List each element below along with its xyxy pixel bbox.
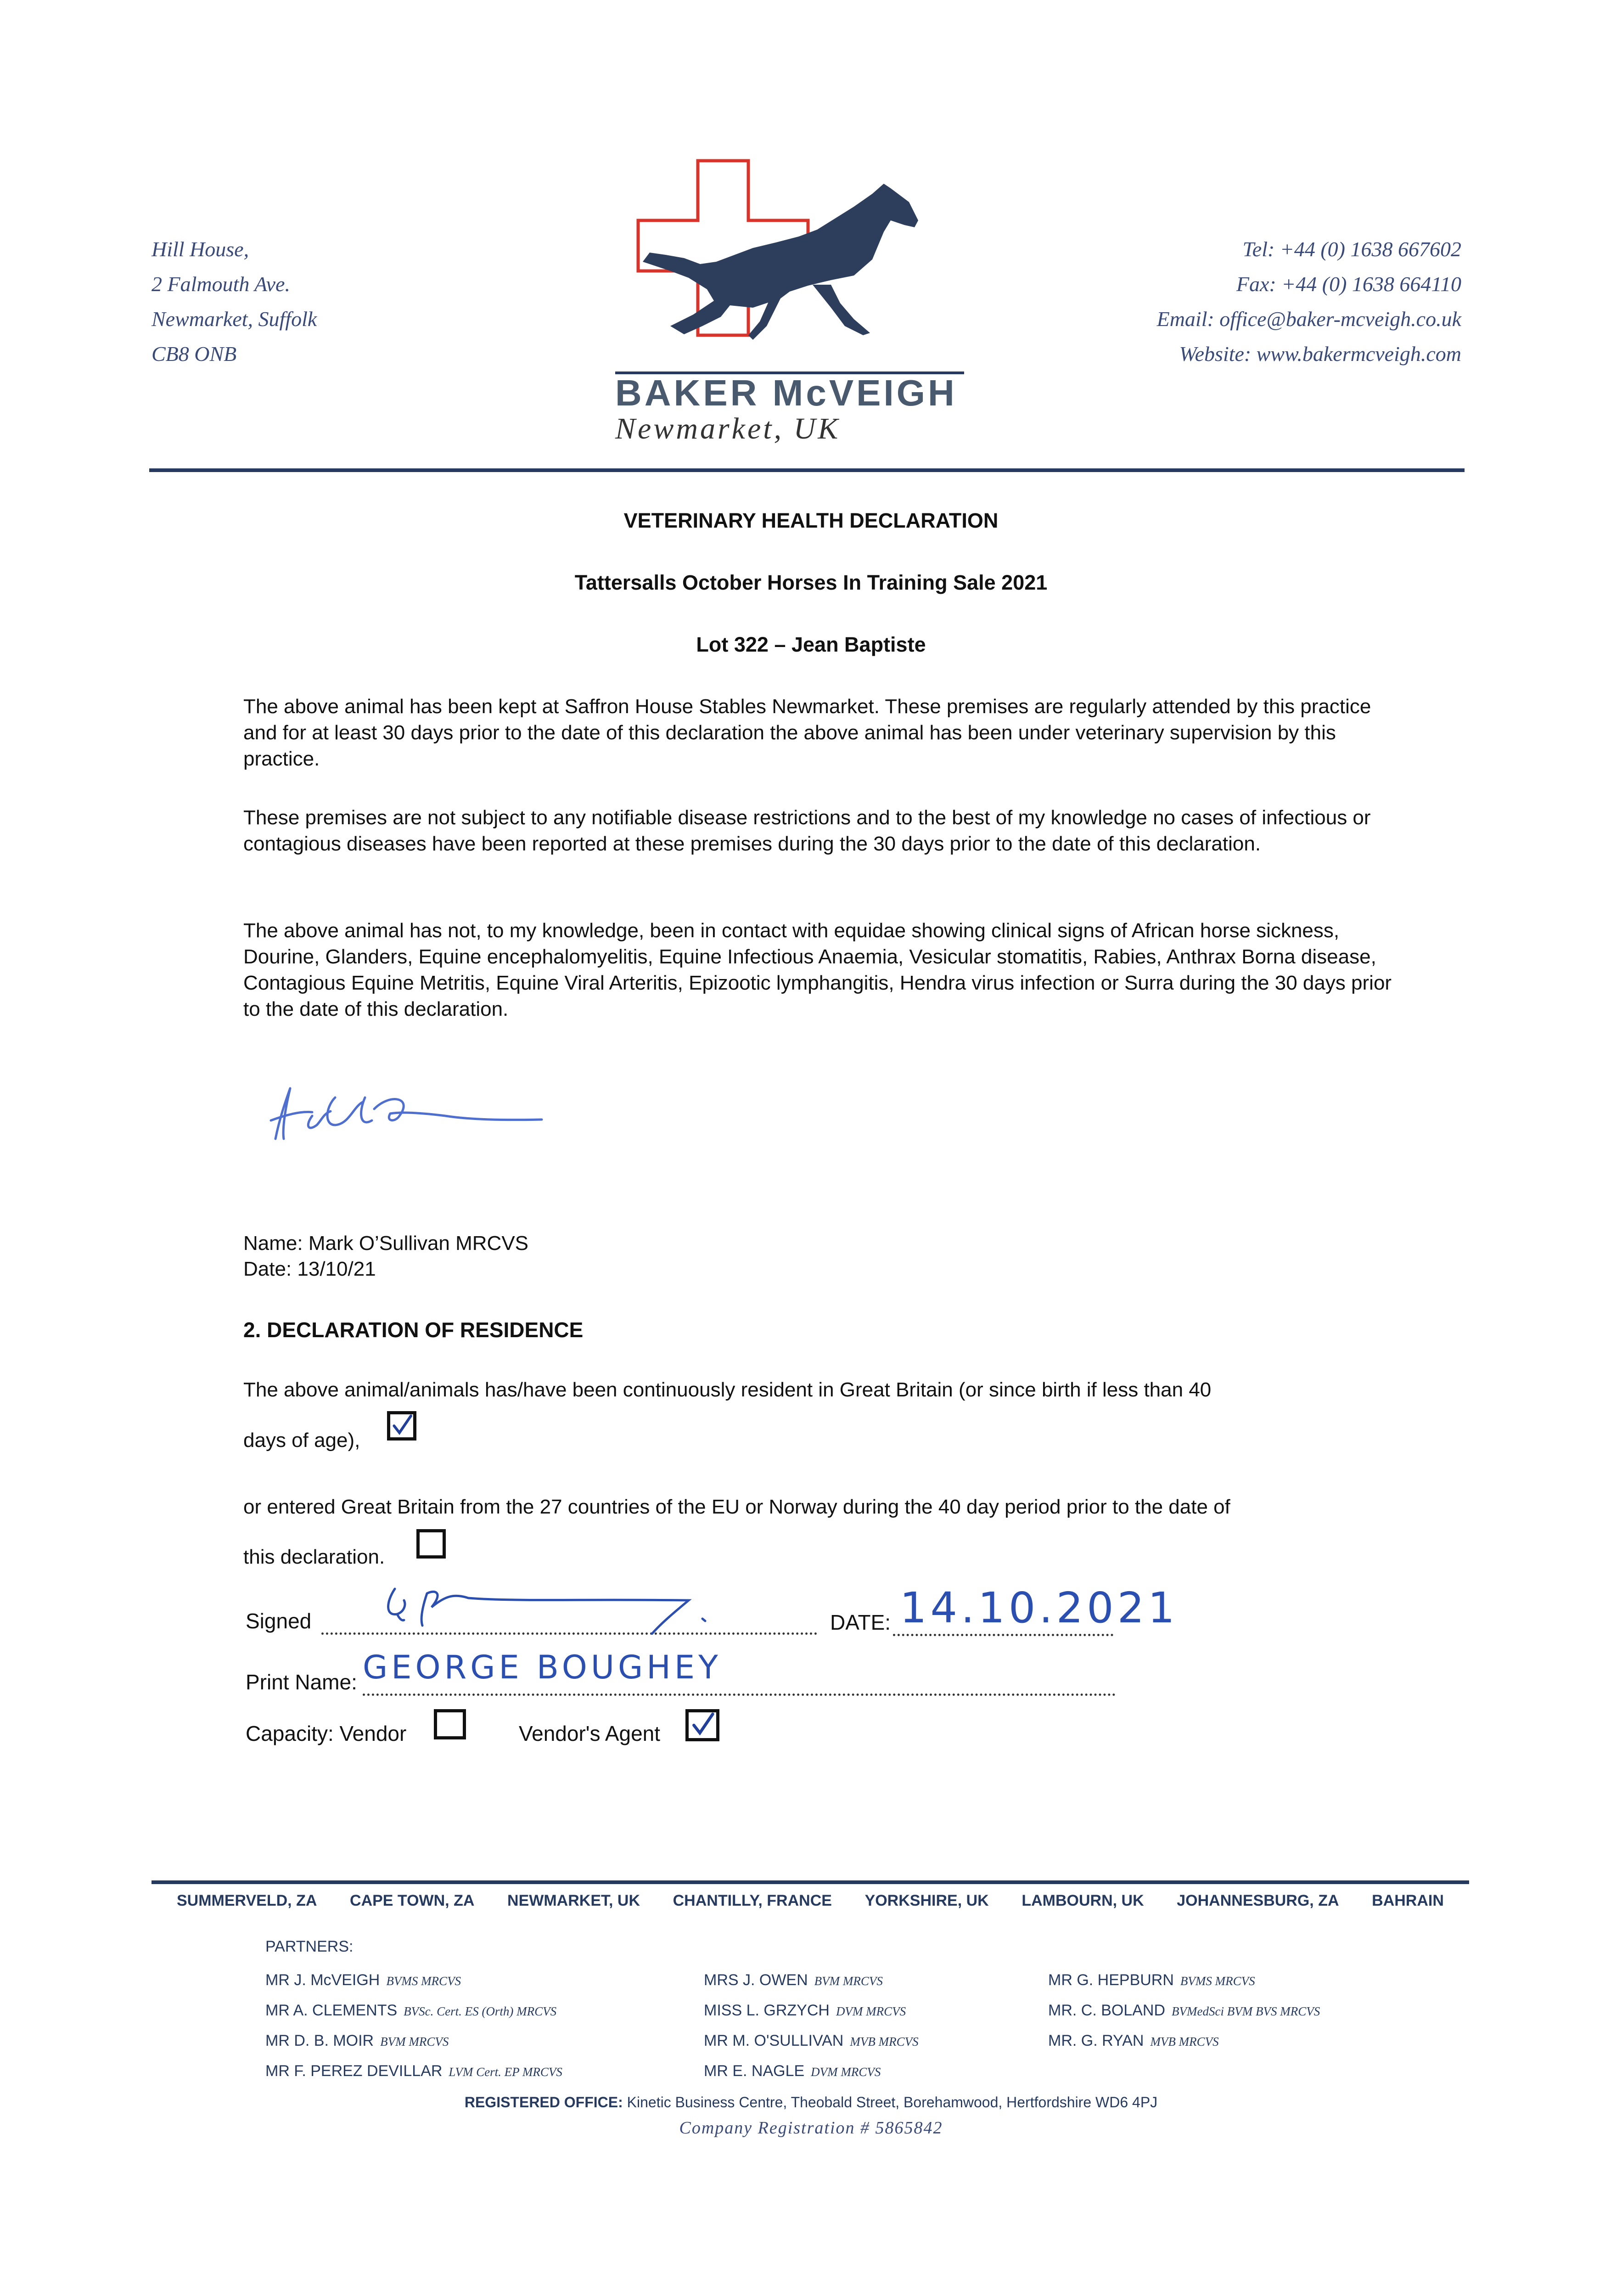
residence-option-2-cont: this declaration. xyxy=(243,1546,385,1568)
registered-office-label: REGISTERED OFFICE: xyxy=(464,2094,623,2110)
partner-entry: MR. G. RYAN MVB MRCVS xyxy=(1048,2032,1219,2049)
print-name-label: Print Name: xyxy=(246,1670,357,1694)
horse-icon xyxy=(643,184,918,340)
partner-entry: MISS L. GRZYCH DVM MRCVS xyxy=(704,2002,906,2019)
date-line[interactable] xyxy=(893,1634,1113,1636)
practice-contact xyxy=(1157,232,1461,371)
partners-column-2 xyxy=(704,1965,919,2087)
vendor-checkbox[interactable] xyxy=(434,1709,466,1739)
partner-entry: MR E. NAGLE DVM MRCVS xyxy=(704,2062,881,2080)
brand-name: BAKER McVEIGH xyxy=(615,372,957,413)
date-label: DATE: xyxy=(830,1610,891,1634)
declaration-paragraph: The above animal has been kept at Saffron House Stables Newmarket. These premises are regularly attended by this practice and for at least 30 days prior to the date of this declaration the above animal has been under veterinary supervision by this practice. xyxy=(243,695,1371,770)
print-name-value: GEORGE BOUGHEY xyxy=(363,1649,722,1686)
office-location: YORKSHIRE, UK xyxy=(864,1892,989,1909)
address-line: Newmarket, Suffolk xyxy=(152,307,317,331)
signed-label: Signed xyxy=(246,1609,312,1633)
vendors-agent-checkbox[interactable] xyxy=(685,1709,719,1741)
office-location: JOHANNESBURG, ZA xyxy=(1177,1892,1339,1909)
partner-entry: MR A. CLEMENTS BVSc. Cert. ES (Orth) MRCVS xyxy=(265,2002,557,2019)
vet-signature xyxy=(262,1070,556,1157)
residence-option-1-cont: days of age), xyxy=(243,1429,360,1452)
sale-title: Tattersalls October Horses In Training Sale 2021 xyxy=(574,571,1048,594)
registered-office-address: Kinetic Business Centre, Theobald Street, Borehamwood, Hertfordshire WD6 4PJ xyxy=(627,2094,1158,2110)
email-line: Email: office@baker-mcveigh.co.uk xyxy=(1156,307,1461,331)
vet-name: Name: Mark O’Sullivan MRCVS xyxy=(243,1232,529,1255)
office-location: BAHRAIN xyxy=(1372,1892,1444,1909)
address-line: Hill House, xyxy=(152,237,249,261)
partner-entry: MR J. McVEIGH BVMS MRCVS xyxy=(265,1971,461,1989)
check-mark-icon xyxy=(689,1712,716,1738)
company-registration: Company Registration # 5865842 xyxy=(679,2118,943,2138)
brand-block xyxy=(615,372,964,446)
partners-column-3 xyxy=(1048,1965,1320,2056)
partner-entry: MR G. HEPBURN BVMS MRCVS xyxy=(1048,1971,1255,1989)
phone-line: Tel: +44 (0) 1638 667602 xyxy=(1242,237,1461,261)
footer-divider xyxy=(152,1880,1469,1884)
declaration-paragraph: The above animal has not, to my knowledge, been in contact with equidae showing clinical signs of African horse sickness, Dourine, Glanders, Equine encephalomyelitis, Equine Infectious Anaemia, Vesicular stomatitis, Rabies, Anthrax Borna disease, Contagious Equine Metritis, Equine Viral Arteritis, Epizootic lymphangitis, Hendra virus infection or Surra during the 30 days prior to the date of this declaration. xyxy=(243,919,1392,1020)
date-value: 14.10.2021 xyxy=(900,1583,1179,1632)
lot-title: Lot 322 – Jean Baptiste xyxy=(696,633,926,656)
office-location: CHANTILLY, FRANCE xyxy=(673,1892,832,1909)
agent-label: Vendor's Agent xyxy=(519,1722,661,1745)
print-name-line[interactable] xyxy=(363,1694,1116,1696)
partner-entry: MR M. O'SULLIVAN MVB MRCVS xyxy=(704,2032,919,2049)
registered-office xyxy=(0,2094,1622,2111)
office-location: SUMMERVELD, ZA xyxy=(177,1892,317,1909)
residence-option-2: or entered Great Britain from the 27 countries of the EU or Norway during the 40 day period prior to the date of xyxy=(243,1496,1230,1518)
address-line: 2 Falmouth Ave. xyxy=(152,272,290,296)
website-line: Website: www.bakermcveigh.com xyxy=(1179,342,1461,366)
partner-entry: MR. C. BOLAND BVMedSci BVM BVS MRCVS xyxy=(1048,2002,1320,2019)
office-location: NEWMARKET, UK xyxy=(507,1892,640,1909)
partner-entry: MR D. B. MOIR BVM MRCVS xyxy=(265,2032,449,2049)
partner-entry: MR F. PEREZ DEVILLAR LVM Cert. EP MRCVS xyxy=(265,2062,562,2080)
vet-date: Date: 13/10/21 xyxy=(243,1258,376,1280)
header-divider xyxy=(149,468,1465,472)
check-mark-icon xyxy=(390,1414,413,1437)
brand-location: Newmarket, UK xyxy=(615,412,841,445)
partners-title: PARTNERS: xyxy=(265,1938,354,1955)
fax-line: Fax: +44 (0) 1638 664110 xyxy=(1236,272,1461,296)
office-location: CAPE TOWN, ZA xyxy=(350,1892,475,1909)
residence-option-1: The above animal/animals has/have been continuously resident in Great Britain (or since birth if less than 40 xyxy=(243,1379,1212,1401)
practice-address xyxy=(152,232,317,371)
office-location: LAMBOURN, UK xyxy=(1021,1892,1144,1909)
office-locations xyxy=(177,1892,1444,1910)
entered-gb-checkbox[interactable] xyxy=(416,1529,446,1559)
address-line: CB8 ONB xyxy=(152,342,237,366)
partner-entry: MRS J. OWEN BVM MRCVS xyxy=(704,1971,883,1989)
declaration-paragraph: These premises are not subject to any notifiable disease restrictions and to the best of my knowledge no cases of infectious or contagious diseases have been reported at these premises during the 30 days prior to the date of this declaration. xyxy=(243,806,1371,855)
capacity-label: Capacity: Vendor xyxy=(246,1722,407,1745)
document-title: VETERINARY HEALTH DECLARATION xyxy=(623,509,999,532)
resident-checkbox[interactable] xyxy=(387,1411,416,1441)
partners-column-1 xyxy=(265,1965,562,2087)
residence-heading: 2. DECLARATION OF RESIDENCE xyxy=(243,1318,584,1342)
vet-details xyxy=(243,1231,1400,1282)
vendor-signature xyxy=(376,1575,716,1635)
